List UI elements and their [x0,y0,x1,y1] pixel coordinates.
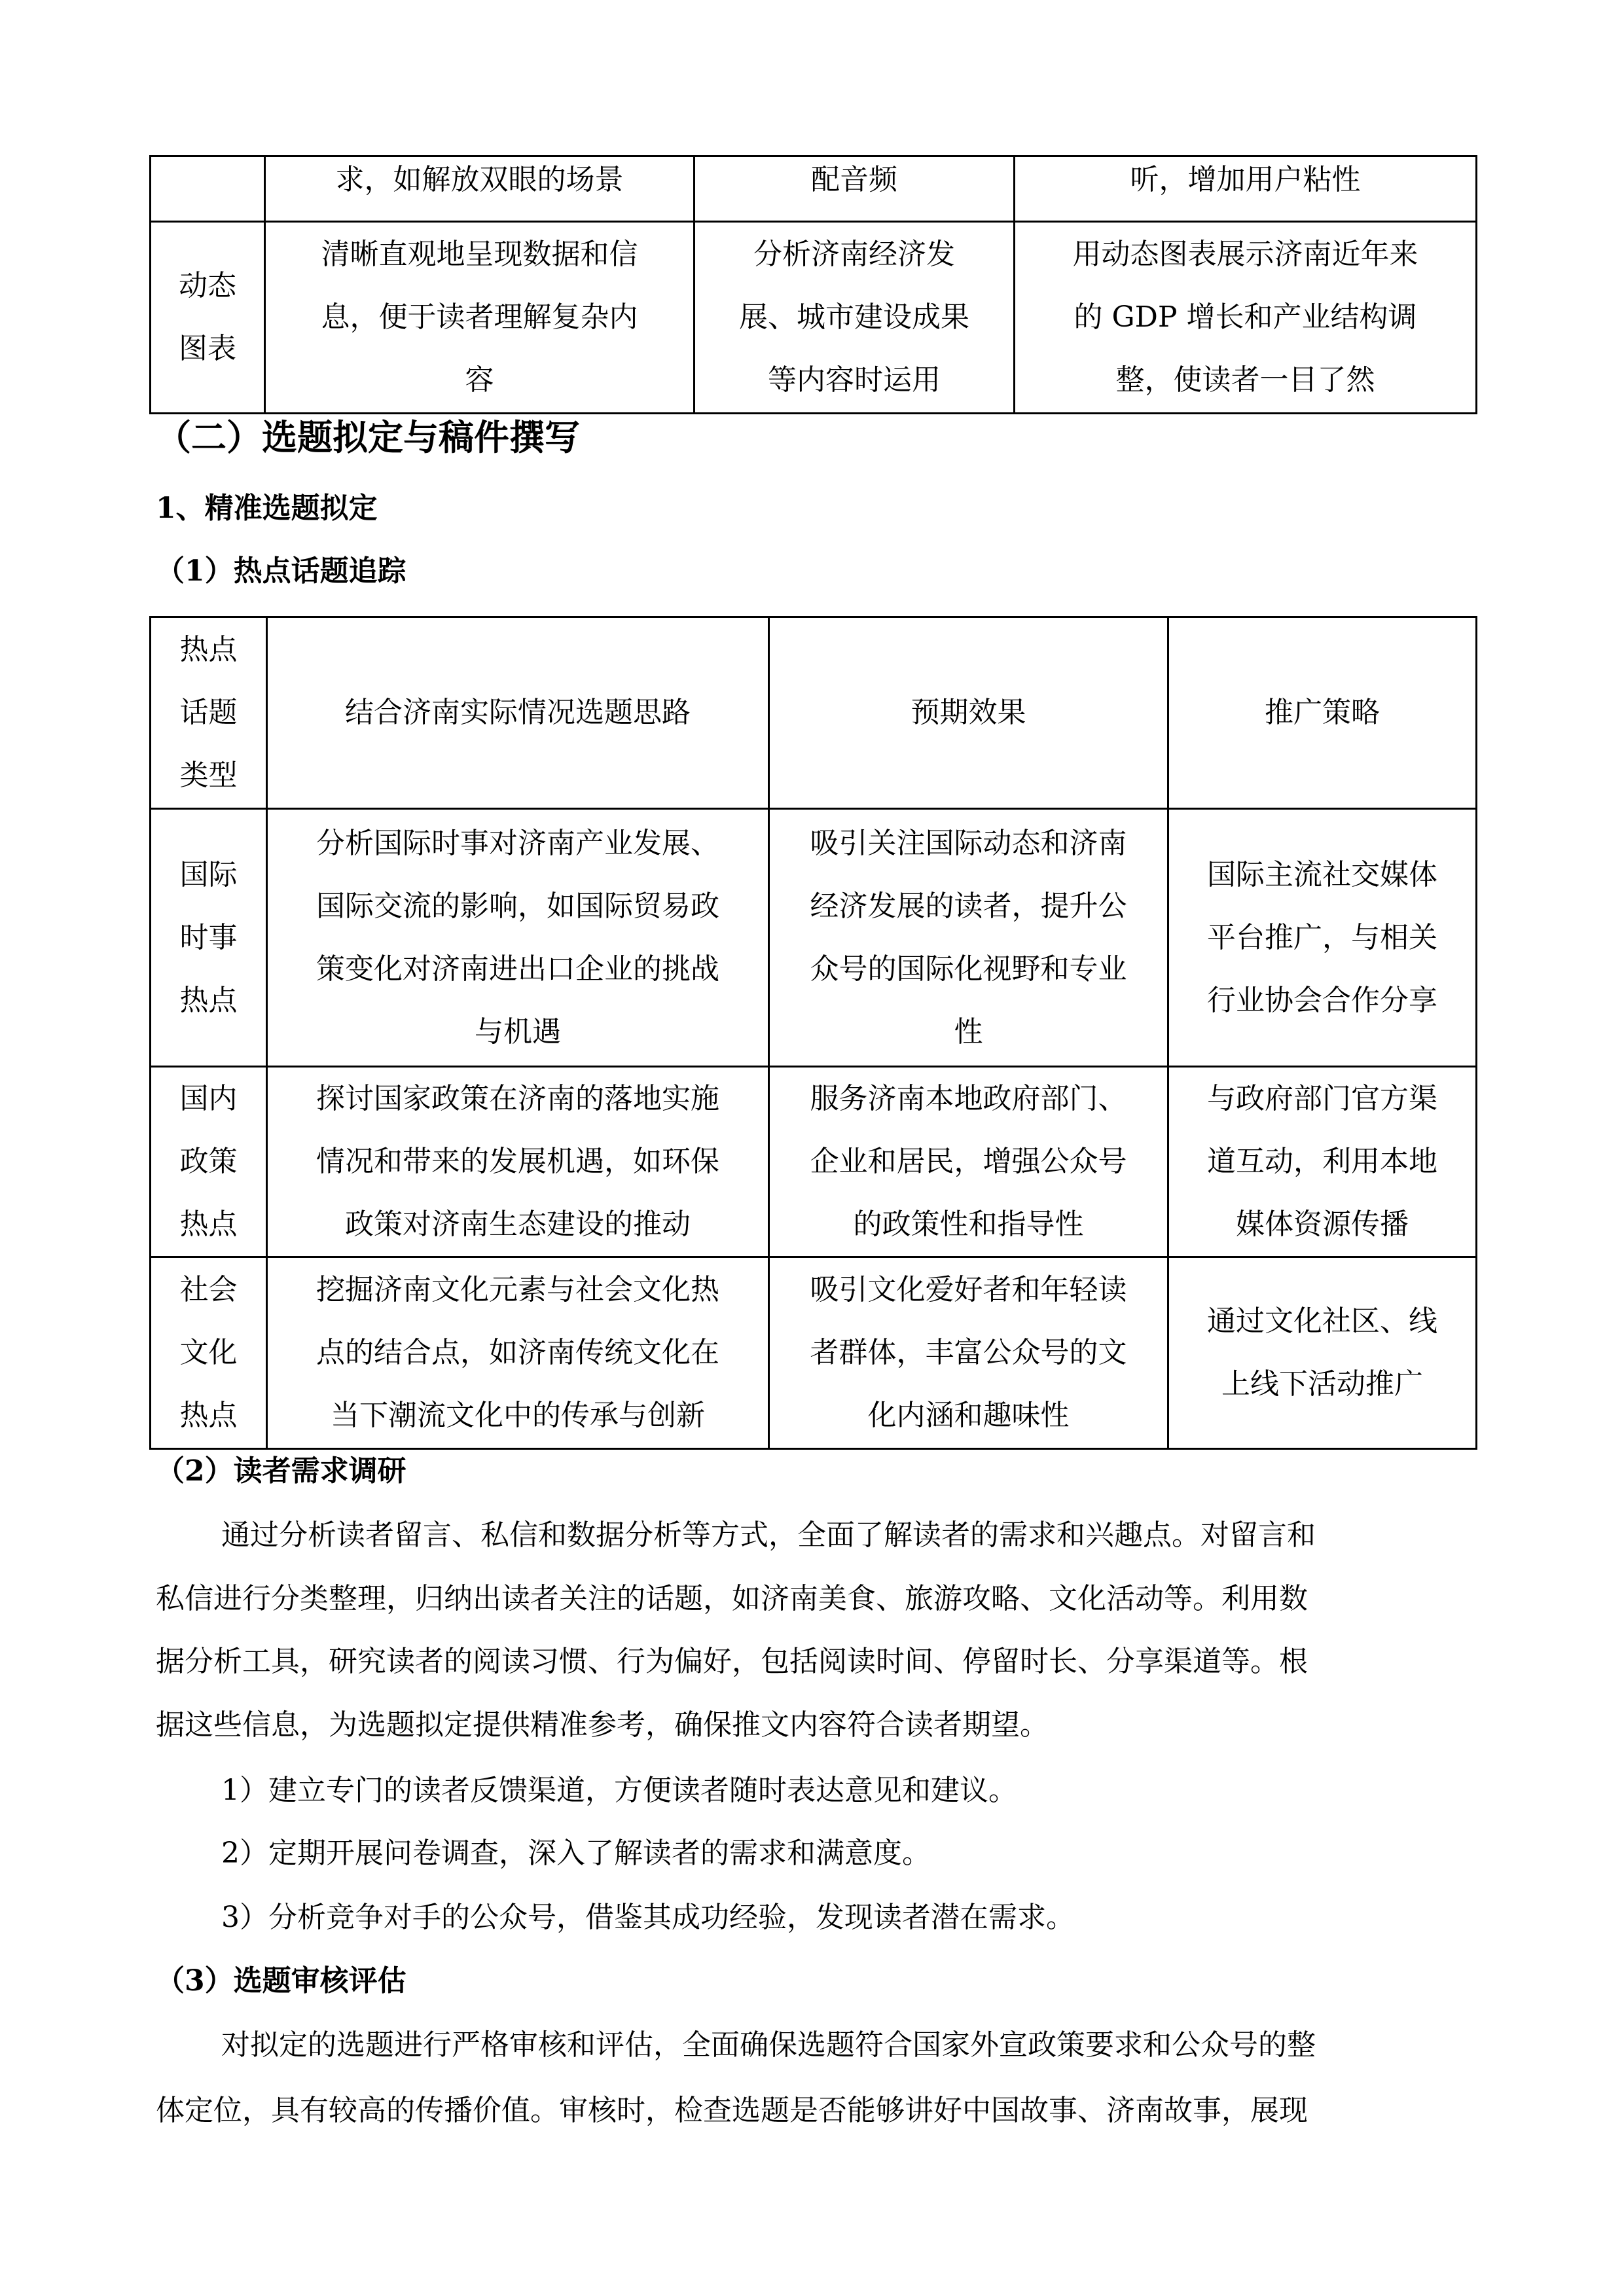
type-cell [151,156,265,222]
table-row [151,809,1477,1067]
example-cell: 听，增加用户粘性 [1015,156,1477,222]
section-heading: （二）选题拟定与稿件撰写 [156,416,580,458]
table-row [151,156,1477,222]
list-item: 1）建立专门的读者反馈渠道，方便读者随时表达意见和建议。 [221,1774,1017,1807]
strategy-cell: 国际主流社交媒体 平台推广，与相关 行业协会合作分享 [1168,809,1477,1067]
strategy-cell: 通过文化社区、线 上线下活动推广 [1168,1257,1477,1449]
list-item: 2）定期开展问卷调查，深入了解读者的需求和满意度。 [221,1837,931,1870]
list-item: 3）分析竞争对手的公众号，借鉴其成功经验，发现读者潜在需求。 [221,1901,1075,1934]
scenario-cell: 分析济南经济发 展、城市建设成果 等内容时运用 [695,222,1015,414]
feature-cell: 清晰直观地呈现数据和信 息，便于读者理解复杂内 容 [265,222,695,414]
type-cell: 社会 文化 热点 [151,1257,267,1449]
approach-cell: 分析国际时事对济南产业发展、 国际交流的影响，如国际贸易政 策变化对济南进出口企业的挑战 与机遇 [267,809,769,1067]
effect-cell: 服务济南本地政府部门、 企业和居民，增强公众号 的政策性和指导性 [769,1067,1168,1257]
paragraph-line: 据分析工具，研究读者的阅读习惯、行为偏好，包括阅读时间、停留时长、分享渠道等。根 [156,1645,1308,1678]
example-cell: 用动态图表展示济南近年来 的 GDP 增长和产业结构调 整，使读者一目了然 [1015,222,1477,414]
type-cell: 国内 政策 热点 [151,1067,267,1257]
table-header-row [151,617,1477,809]
scenario-cell: 配音频 [695,156,1015,222]
paragraph-line: 对拟定的选题进行严格审核和评估，全面确保选题符合国家外宣政策要求和公众号的整 [221,2028,1316,2062]
type-cell: 动态 图表 [151,222,265,414]
header-expected-effect: 预期效果 [769,617,1168,809]
approach-cell: 探讨国家政策在济南的落地实施 情况和带来的发展机遇，如环保 政策对济南生态建设的推动 [267,1067,769,1257]
header-type: 热点 话题 类型 [151,617,267,809]
paragraph-line: 体定位，具有较高的传播价值。审核时，检查选题是否能够讲好中国故事、济南故事，展现 [156,2094,1308,2127]
hot-topic-table [149,616,1477,1450]
paragraph-line: 通过分析读者留言、私信和数据分析等方式，全面了解读者的需求和兴趣点。对留言和 [221,1518,1316,1552]
header-promotion-strategy: 推广策略 [1168,617,1477,809]
table-row [151,1257,1477,1449]
media-forms-table-continued [149,155,1477,414]
approach-cell: 挖掘济南文化元素与社会文化热 点的结合点，如济南传统文化在 当下潮流文化中的传承与创新 [267,1257,769,1449]
effect-cell: 吸引关注国际动态和济南 经济发展的读者，提升公 众号的国际化视野和专业 性 [769,809,1168,1067]
item2-heading: （2）读者需求调研 [156,1454,406,1488]
table-row [151,222,1477,414]
strategy-cell: 与政府部门官方渠 道互动，利用本地 媒体资源传播 [1168,1067,1477,1257]
table-row [151,1067,1477,1257]
paragraph-line: 据这些信息，为选题拟定提供精准参考，确保推文内容符合读者期望。 [156,1708,1049,1742]
header-approach: 结合济南实际情况选题思路 [267,617,769,809]
type-cell: 国际 时事 热点 [151,809,267,1067]
feature-cell: 求，如解放双眼的场景 [265,156,695,222]
item3-heading: （3）选题审核评估 [156,1964,406,1998]
paragraph-line: 私信进行分类整理，归纳出读者关注的话题，如济南美食、旅游攻略、文化活动等。利用数 [156,1582,1308,1615]
subsection-heading: 1、精准选题拟定 [156,492,378,525]
item1-heading: （1）热点话题追踪 [156,554,406,588]
effect-cell: 吸引文化爱好者和年轻读 者群体，丰富公众号的文 化内涵和趣味性 [769,1257,1168,1449]
